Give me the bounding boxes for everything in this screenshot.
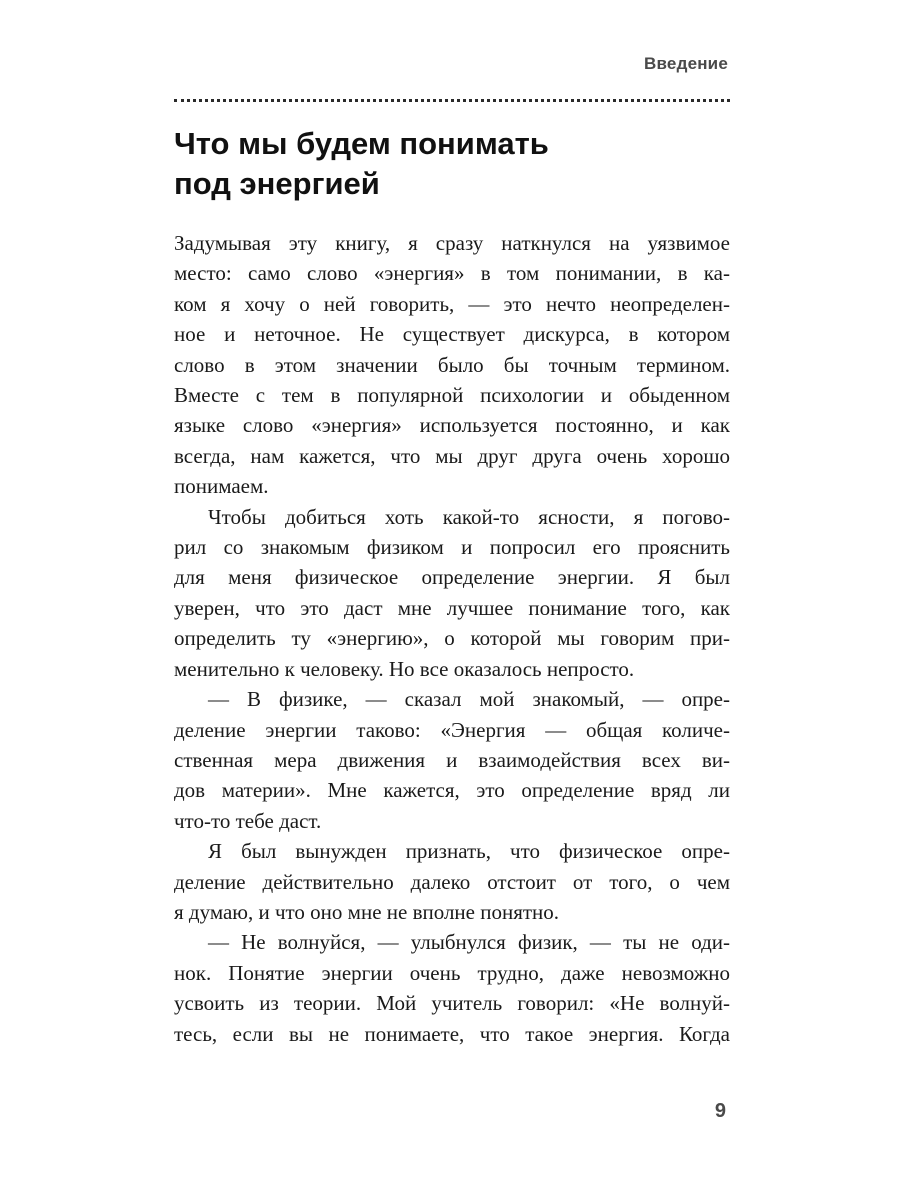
text-line: ком я хочу о ней говорить, — это нечто неопределен- bbox=[174, 291, 730, 316]
text-line: дов материи». Мне кажется, это определение вряд ли bbox=[174, 778, 730, 803]
text-line: рил со знакомым физиком и попросил его прояснить bbox=[174, 535, 730, 560]
text-line: ное и неточное. Не существует дискурса, в котором bbox=[174, 322, 730, 347]
page-number: 9 bbox=[714, 1100, 726, 1122]
text-line: нок. Понятие энергии очень трудно, даже невозможно bbox=[174, 960, 730, 985]
paragraph bbox=[174, 836, 730, 927]
paragraph bbox=[174, 228, 730, 502]
text-line: языке слово «энергия» используется постоянно, и как bbox=[174, 413, 730, 438]
text-line: понимаем. bbox=[174, 474, 269, 499]
text-line: всегда, нам кажется, что мы друг друга очень хорошо bbox=[174, 443, 730, 468]
text-line: деление действительно далеко отстоит от того, о чем bbox=[174, 869, 730, 894]
text-line: Я был вынужден признать, что физическое опре- bbox=[208, 839, 730, 864]
paragraph bbox=[174, 684, 730, 836]
text-line: тесь, если вы не понимаете, что такое энергия. Когда bbox=[174, 1021, 730, 1046]
paragraph bbox=[174, 502, 730, 684]
body-text bbox=[174, 228, 730, 1049]
text-line: место: само слово «энергия» в том понимании, в ка- bbox=[174, 261, 730, 286]
text-line: я думаю, и что оно мне не вполне понятно. bbox=[174, 899, 560, 924]
text-line: Задумывая эту книгу, я сразу наткнулся на уязвимое bbox=[174, 231, 730, 255]
text-line: определить ту «энергию», о которой мы говорим при- bbox=[174, 626, 730, 651]
text-line: деление энергии таково: «Энергия — общая количе- bbox=[174, 717, 730, 742]
chapter-title bbox=[174, 124, 730, 204]
header-divider bbox=[174, 99, 730, 102]
text-line: усвоить из теории. Мой учитель говорил: «Не волнуй- bbox=[174, 991, 730, 1016]
text-line: — В физике, — сказал мой знакомый, — опре- bbox=[208, 687, 730, 712]
text-line: менительно к человеку. Но все оказалось непросто. bbox=[174, 656, 635, 681]
text-line: что-то тебе даст. bbox=[174, 808, 322, 833]
chapter-title-line: под энергией bbox=[174, 166, 380, 201]
running-header: Введение bbox=[644, 54, 728, 73]
text-line: для меня физическое определение энергии. Я был bbox=[174, 565, 730, 590]
text-line: слово в этом значении было бы точным термином. bbox=[174, 352, 730, 377]
paragraph bbox=[174, 927, 730, 1049]
text-line: уверен, что это даст мне лучшее понимание того, как bbox=[174, 595, 730, 620]
text-line: Вместе с тем в популярной психологии и обыденном bbox=[174, 383, 730, 408]
text-line: — Не волнуйся, — улыбнулся физик, — ты не оди- bbox=[208, 930, 730, 955]
chapter-title-line: Что мы будем понимать bbox=[174, 126, 549, 161]
text-line: Чтобы добиться хоть какой-то ясности, я погово- bbox=[208, 504, 730, 529]
text-line: ственная мера движения и взаимодействия всех ви- bbox=[174, 747, 730, 772]
